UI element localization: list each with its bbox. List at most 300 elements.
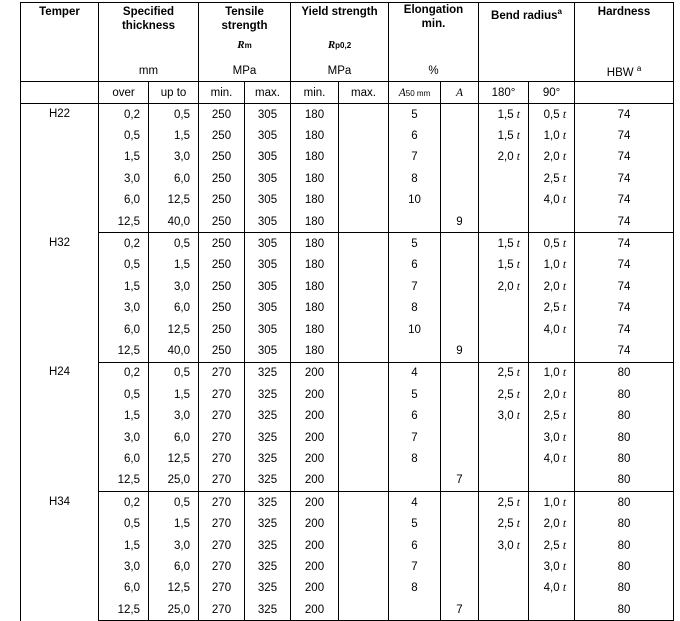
- hardness-cell: 74: [575, 276, 674, 297]
- hardness-cell: 80: [575, 470, 674, 492]
- header-row: [21, 3, 674, 62]
- elongation-a50-cell: [389, 599, 441, 621]
- table-row: [21, 513, 674, 534]
- tensile-min-cell: 250: [199, 298, 245, 319]
- tensile-min-cell: 270: [199, 427, 245, 448]
- bend-90-cell: 1,0 t: [529, 362, 575, 384]
- bend-90-cell: 1,0 t: [529, 492, 575, 514]
- table-row: [21, 190, 674, 211]
- thickness-up-to-cell: 6,0: [149, 556, 199, 577]
- up-to-subheader: up to: [149, 82, 199, 104]
- thickness-over-cell: 3,0: [99, 427, 149, 448]
- thickness-over-cell: 1,5: [99, 405, 149, 426]
- table-row: [21, 147, 674, 168]
- tensile-min-cell: 250: [199, 168, 245, 189]
- bend-90-cell: 3,0 t: [529, 427, 575, 448]
- tensile-max-cell: 325: [245, 448, 291, 469]
- thickness-over-cell: 3,0: [99, 298, 149, 319]
- yield-max-cell: [339, 384, 389, 405]
- yield-min-cell: 180: [291, 211, 339, 233]
- bend-180-cell: 3,0 t: [479, 405, 529, 426]
- yield-min-cell: 180: [291, 340, 339, 362]
- tensile-min-cell: 250: [199, 340, 245, 362]
- thickness-over-cell: 6,0: [99, 190, 149, 211]
- bend-90-cell: 0,5 t: [529, 104, 575, 126]
- tensile-max-cell: 305: [245, 168, 291, 189]
- yield-min-cell: 180: [291, 255, 339, 276]
- temper-cell: H22: [21, 104, 99, 233]
- bend-90-cell: 4,0 t: [529, 448, 575, 469]
- yield-max-cell: [339, 104, 389, 126]
- yield-max-cell: [339, 578, 389, 599]
- yield-max-cell: [339, 190, 389, 211]
- hardness-cell: 80: [575, 535, 674, 556]
- elongation-unit: %: [389, 61, 479, 82]
- elongation-a-cell: [441, 556, 479, 577]
- elongation-a-cell: 9: [441, 211, 479, 233]
- elongation-a50-cell: 7: [389, 147, 441, 168]
- thickness-over-cell: 1,5: [99, 147, 149, 168]
- tensile-max-cell: 305: [245, 125, 291, 146]
- tensile-max-cell: 325: [245, 384, 291, 405]
- subheader-row: [21, 82, 674, 104]
- elongation-a50-cell: 6: [389, 535, 441, 556]
- thickness-over-cell: 3,0: [99, 556, 149, 577]
- thickness-up-to-cell: 6,0: [149, 427, 199, 448]
- over-subheader: over: [99, 82, 149, 104]
- thickness-up-to-cell: 25,0: [149, 470, 199, 492]
- elongation-a-cell: [441, 190, 479, 211]
- tensile-min-cell: 250: [199, 190, 245, 211]
- table-row: [21, 578, 674, 599]
- yield-max-cell: [339, 427, 389, 448]
- hardness-cell: 74: [575, 255, 674, 276]
- yield-max-subheader: max.: [339, 82, 389, 104]
- bend-180-cell: [479, 340, 529, 362]
- yield-max-cell: [339, 340, 389, 362]
- elongation-a-cell: [441, 147, 479, 168]
- hardness-cell: 74: [575, 125, 674, 146]
- elongation-a50-cell: 8: [389, 448, 441, 469]
- bend-180-cell: [479, 298, 529, 319]
- bend-header: Bend radius$^a$: [479, 3, 575, 62]
- table-row: [21, 492, 674, 514]
- bend-90-subheader: 90°: [529, 82, 575, 104]
- yield-max-cell: [339, 211, 389, 233]
- elongation-a50-cell: 10: [389, 319, 441, 340]
- hardness-cell: 74: [575, 340, 674, 362]
- thickness-over-cell: 6,0: [99, 319, 149, 340]
- tensile-max-cell: 325: [245, 599, 291, 621]
- tensile-max-cell: 325: [245, 535, 291, 556]
- tensile-max-cell: 325: [245, 427, 291, 448]
- hardness-cell: 80: [575, 405, 674, 426]
- elongation-a-cell: [441, 168, 479, 189]
- tensile-max-cell: 305: [245, 147, 291, 168]
- thickness-over-cell: 0,2: [99, 104, 149, 126]
- thickness-over-cell: 12,5: [99, 599, 149, 621]
- thickness-up-to-cell: 12,5: [149, 319, 199, 340]
- thickness-up-to-cell: 0,5: [149, 233, 199, 255]
- tensile-min-cell: 250: [199, 104, 245, 126]
- bend-90-cell: 1,0 t: [529, 255, 575, 276]
- a50-subheader: A50 mm: [389, 82, 441, 104]
- elongation-a-cell: [441, 362, 479, 384]
- elongation-a50-cell: 8: [389, 168, 441, 189]
- table-row: [21, 362, 674, 384]
- tensile-max-cell: 325: [245, 556, 291, 577]
- thickness-up-to-cell: 1,5: [149, 125, 199, 146]
- tensile-max-cell: 325: [245, 492, 291, 514]
- elongation-a50-cell: 4: [389, 362, 441, 384]
- yield-max-cell: [339, 599, 389, 621]
- table-row: [21, 276, 674, 297]
- yield-max-cell: [339, 125, 389, 146]
- thickness-up-to-cell: 1,5: [149, 513, 199, 534]
- elongation-a50-cell: 5: [389, 104, 441, 126]
- yield-min-cell: 200: [291, 578, 339, 599]
- thickness-up-to-cell: 12,5: [149, 448, 199, 469]
- elongation-a-cell: [441, 405, 479, 426]
- tensile-header-label: Tensile strength: [221, 6, 268, 32]
- temper-cell: H34: [21, 492, 99, 621]
- tensile-max-cell: 325: [245, 578, 291, 599]
- bend-90-cell: 1,0 t: [529, 125, 575, 146]
- tensile-symbol: Rm: [237, 39, 252, 51]
- yield-min-cell: 200: [291, 384, 339, 405]
- bend-180-cell: [479, 319, 529, 340]
- bend-180-cell: [479, 427, 529, 448]
- table-row: [21, 599, 674, 621]
- bend-180-cell: [479, 599, 529, 621]
- thickness-over-cell: 0,2: [99, 233, 149, 255]
- tensile-unit: MPa: [199, 61, 291, 82]
- tensile-max-cell: 305: [245, 319, 291, 340]
- hardness-cell: 80: [575, 384, 674, 405]
- hardness-header: Hardness: [575, 3, 674, 62]
- bend-90-cell: 4,0 t: [529, 578, 575, 599]
- bend-180-cell: 2,5 t: [479, 492, 529, 514]
- thickness-up-to-cell: 0,5: [149, 104, 199, 126]
- hardness-cell: 80: [575, 513, 674, 534]
- table-row: [21, 104, 674, 126]
- yield-header: [291, 3, 389, 62]
- table-row: [21, 340, 674, 362]
- tensile-min-cell: 270: [199, 448, 245, 469]
- yield-max-cell: [339, 448, 389, 469]
- thickness-over-cell: 0,5: [99, 513, 149, 534]
- thickness-over-cell: 6,0: [99, 448, 149, 469]
- yield-min-cell: 200: [291, 599, 339, 621]
- yield-max-cell: [339, 535, 389, 556]
- tensile-header: [199, 3, 291, 62]
- thickness-over-cell: 12,5: [99, 211, 149, 233]
- bend-90-cell: 2,5 t: [529, 168, 575, 189]
- hardness-cell: 80: [575, 556, 674, 577]
- thickness-over-cell: 0,2: [99, 492, 149, 514]
- thickness-up-to-cell: 40,0: [149, 211, 199, 233]
- tensile-max-cell: 325: [245, 362, 291, 384]
- elongation-a50-cell: 8: [389, 298, 441, 319]
- thickness-up-to-cell: 0,5: [149, 492, 199, 514]
- tensile-min-cell: 250: [199, 125, 245, 146]
- table-row: [21, 535, 674, 556]
- thickness-up-to-cell: 0,5: [149, 362, 199, 384]
- tensile-min-cell: 270: [199, 535, 245, 556]
- temper-cell: H32: [21, 233, 99, 362]
- tensile-max-cell: 305: [245, 340, 291, 362]
- elongation-a-cell: [441, 319, 479, 340]
- hardness-cell: 74: [575, 147, 674, 168]
- table-row: [21, 125, 674, 146]
- tensile-max-cell: 305: [245, 298, 291, 319]
- hardness-cell: 80: [575, 492, 674, 514]
- table-row: [21, 405, 674, 426]
- yield-min-cell: 200: [291, 492, 339, 514]
- hardness-cell: 74: [575, 298, 674, 319]
- yield-max-cell: [339, 233, 389, 255]
- yield-min-cell: 200: [291, 535, 339, 556]
- thickness-over-cell: 3,0: [99, 168, 149, 189]
- tensile-max-cell: 305: [245, 255, 291, 276]
- yield-min-cell: 200: [291, 448, 339, 469]
- elongation-a-cell: [441, 535, 479, 556]
- hardness-cell: 80: [575, 578, 674, 599]
- elongation-a50-cell: 6: [389, 405, 441, 426]
- tensile-min-cell: 270: [199, 556, 245, 577]
- tensile-min-cell: 250: [199, 211, 245, 233]
- bend-90-cell: 4,0 t: [529, 319, 575, 340]
- thickness-up-to-cell: 3,0: [149, 405, 199, 426]
- tensile-min-cell: 270: [199, 492, 245, 514]
- bend-180-cell: [479, 211, 529, 233]
- tensile-max-cell: 305: [245, 233, 291, 255]
- elongation-a50-cell: 6: [389, 255, 441, 276]
- thickness-over-cell: 0,5: [99, 125, 149, 146]
- yield-symbol: Rp0,2: [327, 39, 352, 51]
- yield-max-cell: [339, 492, 389, 514]
- thickness-up-to-cell: 1,5: [149, 255, 199, 276]
- bend-180-cell: 1,5 t: [479, 125, 529, 146]
- bend-180-cell: [479, 578, 529, 599]
- thickness-up-to-cell: 1,5: [149, 384, 199, 405]
- tensile-max-cell: 305: [245, 211, 291, 233]
- yield-min-cell: 180: [291, 276, 339, 297]
- elongation-a50-cell: 5: [389, 513, 441, 534]
- bend-180-cell: 2,5 t: [479, 362, 529, 384]
- bend-90-cell: [529, 340, 575, 362]
- thickness-over-cell: 0,5: [99, 384, 149, 405]
- elongation-a50-cell: 5: [389, 233, 441, 255]
- temper-cell: H24: [21, 362, 99, 491]
- elongation-a50-cell: [389, 211, 441, 233]
- yield-min-cell: 180: [291, 233, 339, 255]
- temper-header: Temper: [21, 3, 99, 62]
- thickness-up-to-cell: 25,0: [149, 599, 199, 621]
- yield-max-cell: [339, 255, 389, 276]
- elongation-a-cell: 7: [441, 599, 479, 621]
- elongation-a50-cell: 6: [389, 125, 441, 146]
- tensile-min-cell: 270: [199, 578, 245, 599]
- bend-180-cell: [479, 448, 529, 469]
- tensile-min-cell: 270: [199, 384, 245, 405]
- yield-min-cell: 200: [291, 470, 339, 492]
- tensile-min-cell: 270: [199, 513, 245, 534]
- bend-180-cell: 2,5 t: [479, 513, 529, 534]
- tensile-min-subheader: min.: [199, 82, 245, 104]
- thickness-over-cell: 12,5: [99, 340, 149, 362]
- bend-180-cell: 3,0 t: [479, 535, 529, 556]
- hardness-cell: 74: [575, 190, 674, 211]
- yield-min-cell: 180: [291, 125, 339, 146]
- yield-min-cell: 180: [291, 168, 339, 189]
- yield-max-cell: [339, 513, 389, 534]
- bend-180-cell: 1,5 t: [479, 233, 529, 255]
- hardness-cell: 80: [575, 427, 674, 448]
- thickness-up-to-cell: 3,0: [149, 276, 199, 297]
- thickness-over-cell: 0,2: [99, 362, 149, 384]
- bend-90-cell: 2,0 t: [529, 276, 575, 297]
- yield-max-cell: [339, 470, 389, 492]
- tensile-min-cell: 250: [199, 147, 245, 168]
- yield-max-cell: [339, 362, 389, 384]
- yield-min-cell: 180: [291, 319, 339, 340]
- hardness-cell: 74: [575, 211, 674, 233]
- a-subheader: A: [441, 82, 479, 104]
- bend-90-cell: 2,5 t: [529, 405, 575, 426]
- elongation-a-cell: [441, 125, 479, 146]
- tensile-min-cell: 270: [199, 599, 245, 621]
- elongation-a50-cell: [389, 340, 441, 362]
- yield-max-cell: [339, 319, 389, 340]
- yield-min-cell: 200: [291, 427, 339, 448]
- bend-180-cell: 2,0 t: [479, 276, 529, 297]
- bend-90-cell: 0,5 t: [529, 233, 575, 255]
- table-row: [21, 384, 674, 405]
- thickness-up-to-cell: 3,0: [149, 535, 199, 556]
- tensile-min-cell: 270: [199, 470, 245, 492]
- yield-max-cell: [339, 298, 389, 319]
- elongation-a-cell: [441, 578, 479, 599]
- hardness-cell: 80: [575, 599, 674, 621]
- bend-180-cell: 2,0 t: [479, 147, 529, 168]
- yield-unit: MPa: [291, 61, 389, 82]
- bend-180-cell: [479, 168, 529, 189]
- thickness-up-to-cell: 3,0: [149, 147, 199, 168]
- tensile-min-cell: 250: [199, 233, 245, 255]
- elongation-a50-cell: 10: [389, 190, 441, 211]
- tensile-min-cell: 270: [199, 362, 245, 384]
- table-row: [21, 211, 674, 233]
- elongation-a-cell: [441, 233, 479, 255]
- thickness-up-to-cell: 12,5: [149, 190, 199, 211]
- thickness-over-cell: 0,5: [99, 255, 149, 276]
- hardness-cell: 74: [575, 168, 674, 189]
- tensile-max-cell: 305: [245, 104, 291, 126]
- elongation-a50-cell: [389, 470, 441, 492]
- hardness-cell: 80: [575, 362, 674, 384]
- bend-180-cell: [479, 556, 529, 577]
- hardness-cell: 74: [575, 319, 674, 340]
- properties-table: [20, 2, 674, 621]
- elongation-a-cell: 7: [441, 470, 479, 492]
- yield-min-cell: 200: [291, 556, 339, 577]
- elongation-a50-cell: 7: [389, 276, 441, 297]
- bend-180-subheader: 180°: [479, 82, 529, 104]
- hardness-cell: 80: [575, 448, 674, 469]
- hardness-cell: 74: [575, 104, 674, 126]
- thickness-up-to-cell: 6,0: [149, 168, 199, 189]
- tensile-max-cell: 325: [245, 470, 291, 492]
- tensile-min-cell: 250: [199, 319, 245, 340]
- elongation-a-cell: [441, 255, 479, 276]
- yield-min-subheader: min.: [291, 82, 339, 104]
- elongation-a-cell: [441, 448, 479, 469]
- thickness-up-to-cell: 12,5: [149, 578, 199, 599]
- bend-180-cell: [479, 470, 529, 492]
- elongation-a-cell: [441, 104, 479, 126]
- table-row: [21, 233, 674, 255]
- elongation-a50-cell: 8: [389, 578, 441, 599]
- thickness-header: Specified thickness: [99, 3, 199, 62]
- tensile-min-cell: 250: [199, 276, 245, 297]
- table-row: [21, 448, 674, 469]
- bend-180-cell: 2,5 t: [479, 384, 529, 405]
- bend-90-cell: 3,0 t: [529, 556, 575, 577]
- tensile-max-cell: 305: [245, 276, 291, 297]
- thickness-over-cell: 12,5: [99, 470, 149, 492]
- tensile-min-cell: 250: [199, 255, 245, 276]
- bend-90-cell: [529, 599, 575, 621]
- elongation-a-cell: 9: [441, 340, 479, 362]
- table-row: [21, 298, 674, 319]
- elongation-a-cell: [441, 427, 479, 448]
- bend-90-cell: 2,0 t: [529, 384, 575, 405]
- table-row: [21, 168, 674, 189]
- yield-min-cell: 180: [291, 298, 339, 319]
- bend-90-cell: 2,0 t: [529, 513, 575, 534]
- tensile-min-cell: 270: [199, 405, 245, 426]
- tensile-max-cell: 305: [245, 190, 291, 211]
- bend-90-cell: 2,5 t: [529, 535, 575, 556]
- yield-max-cell: [339, 276, 389, 297]
- thickness-over-cell: 6,0: [99, 578, 149, 599]
- elongation-a-cell: [441, 276, 479, 297]
- bend-90-cell: 2,5 t: [529, 298, 575, 319]
- bend-180-cell: 1,5 t: [479, 104, 529, 126]
- thickness-up-to-cell: 6,0: [149, 298, 199, 319]
- yield-max-cell: [339, 147, 389, 168]
- table-row: [21, 319, 674, 340]
- units-row: [21, 61, 674, 82]
- bend-90-cell: 4,0 t: [529, 190, 575, 211]
- tensile-max-cell: 325: [245, 513, 291, 534]
- elongation-header: Elongation min.: [389, 3, 479, 62]
- yield-min-cell: 200: [291, 362, 339, 384]
- elongation-a-cell: [441, 384, 479, 405]
- table-row: [21, 427, 674, 448]
- elongation-a-cell: [441, 298, 479, 319]
- elongation-a-cell: [441, 492, 479, 514]
- elongation-a50-cell: 7: [389, 556, 441, 577]
- yield-min-cell: 180: [291, 104, 339, 126]
- tensile-max-cell: 325: [245, 405, 291, 426]
- hardness-unit: HBW $^a$: [575, 61, 674, 82]
- table-row: [21, 556, 674, 577]
- thickness-up-to-cell: 40,0: [149, 340, 199, 362]
- yield-max-cell: [339, 556, 389, 577]
- elongation-a50-cell: 5: [389, 384, 441, 405]
